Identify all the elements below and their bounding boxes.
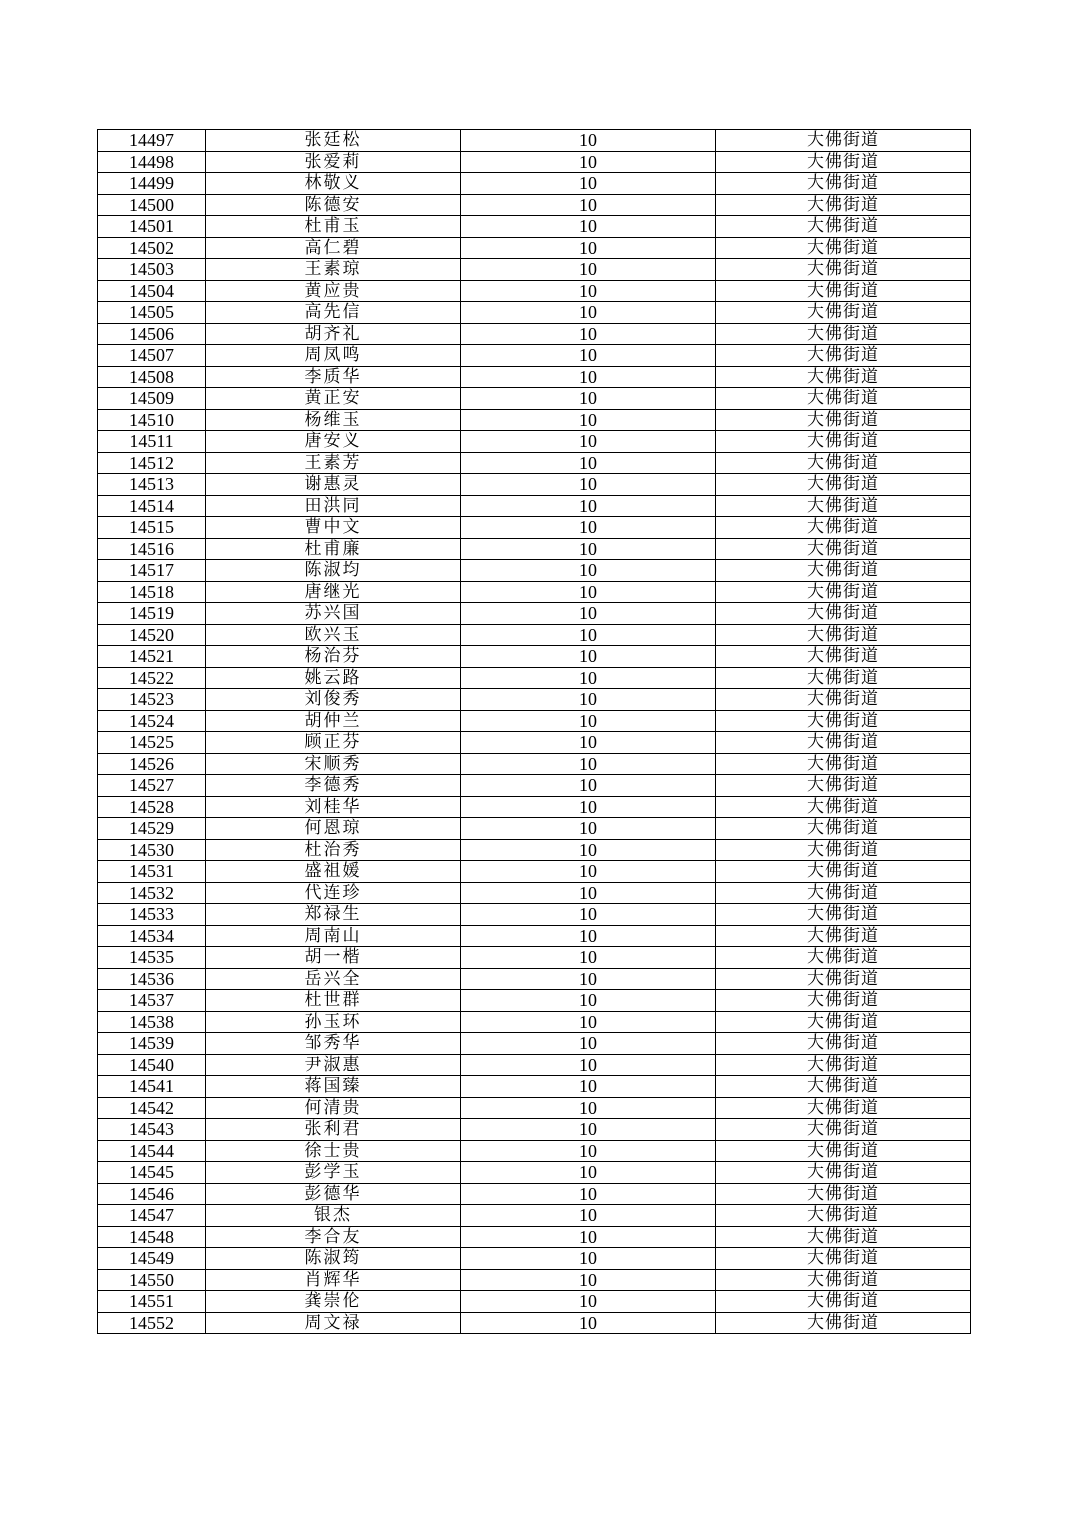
street-cell: 大佛街道 xyxy=(716,689,971,711)
value-cell: 10 xyxy=(461,151,716,173)
name-cell: 胡仲兰 xyxy=(206,710,461,732)
street-cell: 大佛街道 xyxy=(716,302,971,324)
street-cell: 大佛街道 xyxy=(716,732,971,754)
street-cell: 大佛街道 xyxy=(716,990,971,1012)
table-row xyxy=(98,968,971,990)
row-id-cell: 14511 xyxy=(98,431,206,453)
value-cell: 10 xyxy=(461,1011,716,1033)
table-row xyxy=(98,1119,971,1141)
table-row xyxy=(98,259,971,281)
value-cell: 10 xyxy=(461,130,716,152)
street-cell: 大佛街道 xyxy=(716,194,971,216)
name-cell: 张廷松 xyxy=(206,130,461,152)
row-id-cell: 14541 xyxy=(98,1076,206,1098)
street-cell: 大佛街道 xyxy=(716,366,971,388)
table-row xyxy=(98,882,971,904)
row-id-cell: 14552 xyxy=(98,1312,206,1334)
name-cell: 张利君 xyxy=(206,1119,461,1141)
table-row xyxy=(98,581,971,603)
name-cell: 宋顺秀 xyxy=(206,753,461,775)
row-id-cell: 14508 xyxy=(98,366,206,388)
name-cell: 高仁碧 xyxy=(206,237,461,259)
value-cell: 10 xyxy=(461,431,716,453)
street-cell: 大佛街道 xyxy=(716,409,971,431)
row-id-cell: 14523 xyxy=(98,689,206,711)
name-cell: 刘桂华 xyxy=(206,796,461,818)
street-cell: 大佛街道 xyxy=(716,1076,971,1098)
table-row xyxy=(98,452,971,474)
value-cell: 10 xyxy=(461,1140,716,1162)
street-cell: 大佛街道 xyxy=(716,1140,971,1162)
value-cell: 10 xyxy=(461,646,716,668)
row-id-cell: 14499 xyxy=(98,173,206,195)
table-row xyxy=(98,1011,971,1033)
table-row xyxy=(98,560,971,582)
table-row xyxy=(98,517,971,539)
table-row xyxy=(98,474,971,496)
table-row xyxy=(98,1226,971,1248)
street-cell: 大佛街道 xyxy=(716,345,971,367)
street-cell: 大佛街道 xyxy=(716,968,971,990)
table-row xyxy=(98,1140,971,1162)
table-row xyxy=(98,990,971,1012)
name-cell: 刘俊秀 xyxy=(206,689,461,711)
name-cell: 李质华 xyxy=(206,366,461,388)
name-cell: 林敬义 xyxy=(206,173,461,195)
table-row xyxy=(98,1205,971,1227)
table-row xyxy=(98,753,971,775)
street-cell: 大佛街道 xyxy=(716,624,971,646)
street-cell: 大佛街道 xyxy=(716,947,971,969)
row-id-cell: 14539 xyxy=(98,1033,206,1055)
row-id-cell: 14546 xyxy=(98,1183,206,1205)
row-id-cell: 14530 xyxy=(98,839,206,861)
street-cell: 大佛街道 xyxy=(716,452,971,474)
street-cell: 大佛街道 xyxy=(716,818,971,840)
row-id-cell: 14548 xyxy=(98,1226,206,1248)
row-id-cell: 14509 xyxy=(98,388,206,410)
name-cell: 欧兴玉 xyxy=(206,624,461,646)
street-cell: 大佛街道 xyxy=(716,538,971,560)
table-row xyxy=(98,689,971,711)
street-cell: 大佛街道 xyxy=(716,216,971,238)
street-cell: 大佛街道 xyxy=(716,753,971,775)
row-id-cell: 14520 xyxy=(98,624,206,646)
street-cell: 大佛街道 xyxy=(716,130,971,152)
value-cell: 10 xyxy=(461,452,716,474)
street-cell: 大佛街道 xyxy=(716,581,971,603)
row-id-cell: 14531 xyxy=(98,861,206,883)
name-cell: 代连珍 xyxy=(206,882,461,904)
name-cell: 岳兴全 xyxy=(206,968,461,990)
street-cell: 大佛街道 xyxy=(716,431,971,453)
row-id-cell: 14535 xyxy=(98,947,206,969)
row-id-cell: 14545 xyxy=(98,1162,206,1184)
row-id-cell: 14524 xyxy=(98,710,206,732)
name-cell: 杜甫廉 xyxy=(206,538,461,560)
row-id-cell: 14507 xyxy=(98,345,206,367)
value-cell: 10 xyxy=(461,323,716,345)
table-row xyxy=(98,667,971,689)
value-cell: 10 xyxy=(461,861,716,883)
name-cell: 肖辉华 xyxy=(206,1269,461,1291)
table-row xyxy=(98,1269,971,1291)
table-row xyxy=(98,732,971,754)
name-cell: 龚崇伦 xyxy=(206,1291,461,1313)
name-cell: 李德秀 xyxy=(206,775,461,797)
row-id-cell: 14529 xyxy=(98,818,206,840)
street-cell: 大佛街道 xyxy=(716,1011,971,1033)
value-cell: 10 xyxy=(461,796,716,818)
street-cell: 大佛街道 xyxy=(716,882,971,904)
table-row xyxy=(98,173,971,195)
value-cell: 10 xyxy=(461,689,716,711)
table-row xyxy=(98,861,971,883)
value-cell: 10 xyxy=(461,775,716,797)
street-cell: 大佛街道 xyxy=(716,517,971,539)
name-cell: 彭德华 xyxy=(206,1183,461,1205)
value-cell: 10 xyxy=(461,624,716,646)
name-cell: 谢惠灵 xyxy=(206,474,461,496)
street-cell: 大佛街道 xyxy=(716,1226,971,1248)
value-cell: 10 xyxy=(461,1076,716,1098)
name-cell: 何清贵 xyxy=(206,1097,461,1119)
value-cell: 10 xyxy=(461,710,716,732)
street-cell: 大佛街道 xyxy=(716,1033,971,1055)
table-row xyxy=(98,796,971,818)
name-cell: 黄正安 xyxy=(206,388,461,410)
table-row xyxy=(98,538,971,560)
name-cell: 陈淑筠 xyxy=(206,1248,461,1270)
value-cell: 10 xyxy=(461,237,716,259)
street-cell: 大佛街道 xyxy=(716,388,971,410)
street-cell: 大佛街道 xyxy=(716,237,971,259)
table-row xyxy=(98,818,971,840)
street-cell: 大佛街道 xyxy=(716,839,971,861)
row-id-cell: 14522 xyxy=(98,667,206,689)
value-cell: 10 xyxy=(461,495,716,517)
row-id-cell: 14534 xyxy=(98,925,206,947)
name-cell: 顾正芬 xyxy=(206,732,461,754)
name-cell: 李合友 xyxy=(206,1226,461,1248)
value-cell: 10 xyxy=(461,904,716,926)
street-cell: 大佛街道 xyxy=(716,173,971,195)
row-id-cell: 14521 xyxy=(98,646,206,668)
name-cell: 胡齐礼 xyxy=(206,323,461,345)
row-id-cell: 14500 xyxy=(98,194,206,216)
value-cell: 10 xyxy=(461,409,716,431)
name-cell: 郑禄生 xyxy=(206,904,461,926)
table-row xyxy=(98,646,971,668)
name-cell: 彭学玉 xyxy=(206,1162,461,1184)
name-cell: 王素琼 xyxy=(206,259,461,281)
street-cell: 大佛街道 xyxy=(716,603,971,625)
value-cell: 10 xyxy=(461,990,716,1012)
row-id-cell: 14533 xyxy=(98,904,206,926)
street-cell: 大佛街道 xyxy=(716,925,971,947)
name-cell: 蒋国臻 xyxy=(206,1076,461,1098)
row-id-cell: 14536 xyxy=(98,968,206,990)
name-cell: 唐安义 xyxy=(206,431,461,453)
value-cell: 10 xyxy=(461,259,716,281)
value-cell: 10 xyxy=(461,1119,716,1141)
name-cell: 姚云路 xyxy=(206,667,461,689)
table-row xyxy=(98,710,971,732)
value-cell: 10 xyxy=(461,667,716,689)
street-cell: 大佛街道 xyxy=(716,323,971,345)
table-row xyxy=(98,431,971,453)
name-cell: 黄应贵 xyxy=(206,280,461,302)
table-row xyxy=(98,1076,971,1098)
value-cell: 10 xyxy=(461,345,716,367)
row-id-cell: 14551 xyxy=(98,1291,206,1313)
row-id-cell: 14516 xyxy=(98,538,206,560)
table-row xyxy=(98,216,971,238)
table-row xyxy=(98,1183,971,1205)
value-cell: 10 xyxy=(461,581,716,603)
row-id-cell: 14538 xyxy=(98,1011,206,1033)
row-id-cell: 14519 xyxy=(98,603,206,625)
table-row xyxy=(98,194,971,216)
name-cell: 周南山 xyxy=(206,925,461,947)
name-cell: 杨维玉 xyxy=(206,409,461,431)
name-cell: 王素芳 xyxy=(206,452,461,474)
row-id-cell: 14506 xyxy=(98,323,206,345)
value-cell: 10 xyxy=(461,1033,716,1055)
street-cell: 大佛街道 xyxy=(716,1183,971,1205)
name-cell: 陈淑均 xyxy=(206,560,461,582)
value-cell: 10 xyxy=(461,818,716,840)
table-row xyxy=(98,925,971,947)
row-id-cell: 14543 xyxy=(98,1119,206,1141)
table-row xyxy=(98,624,971,646)
row-id-cell: 14505 xyxy=(98,302,206,324)
table-row xyxy=(98,345,971,367)
street-cell: 大佛街道 xyxy=(716,1119,971,1141)
value-cell: 10 xyxy=(461,194,716,216)
name-cell: 杜治秀 xyxy=(206,839,461,861)
table-row xyxy=(98,302,971,324)
value-cell: 10 xyxy=(461,1205,716,1227)
street-cell: 大佛街道 xyxy=(716,1291,971,1313)
street-cell: 大佛街道 xyxy=(716,259,971,281)
street-cell: 大佛街道 xyxy=(716,904,971,926)
table-row xyxy=(98,495,971,517)
name-cell: 邹秀华 xyxy=(206,1033,461,1055)
street-cell: 大佛街道 xyxy=(716,775,971,797)
row-id-cell: 14537 xyxy=(98,990,206,1012)
street-cell: 大佛街道 xyxy=(716,151,971,173)
row-id-cell: 14532 xyxy=(98,882,206,904)
name-cell: 银杰 xyxy=(206,1205,461,1227)
value-cell: 10 xyxy=(461,1162,716,1184)
street-cell: 大佛街道 xyxy=(716,1162,971,1184)
value-cell: 10 xyxy=(461,1226,716,1248)
data-table xyxy=(97,129,971,1334)
value-cell: 10 xyxy=(461,882,716,904)
value-cell: 10 xyxy=(461,753,716,775)
name-cell: 高先信 xyxy=(206,302,461,324)
value-cell: 10 xyxy=(461,538,716,560)
name-cell: 胡一楷 xyxy=(206,947,461,969)
table-body xyxy=(98,130,971,1334)
value-cell: 10 xyxy=(461,560,716,582)
street-cell: 大佛街道 xyxy=(716,646,971,668)
value-cell: 10 xyxy=(461,1054,716,1076)
table-row xyxy=(98,1291,971,1313)
value-cell: 10 xyxy=(461,216,716,238)
street-cell: 大佛街道 xyxy=(716,1248,971,1270)
street-cell: 大佛街道 xyxy=(716,1269,971,1291)
row-id-cell: 14498 xyxy=(98,151,206,173)
table-row xyxy=(98,130,971,152)
row-id-cell: 14497 xyxy=(98,130,206,152)
value-cell: 10 xyxy=(461,947,716,969)
table-row xyxy=(98,1162,971,1184)
street-cell: 大佛街道 xyxy=(716,495,971,517)
name-cell: 何恩琼 xyxy=(206,818,461,840)
table-row xyxy=(98,603,971,625)
street-cell: 大佛街道 xyxy=(716,861,971,883)
street-cell: 大佛街道 xyxy=(716,1205,971,1227)
row-id-cell: 14526 xyxy=(98,753,206,775)
value-cell: 10 xyxy=(461,1269,716,1291)
name-cell: 杨治芬 xyxy=(206,646,461,668)
row-id-cell: 14502 xyxy=(98,237,206,259)
table-row xyxy=(98,1312,971,1334)
table-row xyxy=(98,323,971,345)
value-cell: 10 xyxy=(461,280,716,302)
value-cell: 10 xyxy=(461,1312,716,1334)
table-row xyxy=(98,1054,971,1076)
name-cell: 盛祖媛 xyxy=(206,861,461,883)
value-cell: 10 xyxy=(461,1248,716,1270)
street-cell: 大佛街道 xyxy=(716,1054,971,1076)
row-id-cell: 14528 xyxy=(98,796,206,818)
name-cell: 尹淑惠 xyxy=(206,1054,461,1076)
name-cell: 杜甫玉 xyxy=(206,216,461,238)
row-id-cell: 14513 xyxy=(98,474,206,496)
row-id-cell: 14527 xyxy=(98,775,206,797)
name-cell: 苏兴国 xyxy=(206,603,461,625)
street-cell: 大佛街道 xyxy=(716,1312,971,1334)
row-id-cell: 14515 xyxy=(98,517,206,539)
row-id-cell: 14544 xyxy=(98,1140,206,1162)
street-cell: 大佛街道 xyxy=(716,667,971,689)
row-id-cell: 14510 xyxy=(98,409,206,431)
table-row xyxy=(98,904,971,926)
table-row xyxy=(98,237,971,259)
street-cell: 大佛街道 xyxy=(716,710,971,732)
value-cell: 10 xyxy=(461,1291,716,1313)
table-row xyxy=(98,775,971,797)
table-row xyxy=(98,409,971,431)
row-id-cell: 14525 xyxy=(98,732,206,754)
value-cell: 10 xyxy=(461,732,716,754)
row-id-cell: 14517 xyxy=(98,560,206,582)
value-cell: 10 xyxy=(461,302,716,324)
name-cell: 田洪同 xyxy=(206,495,461,517)
value-cell: 10 xyxy=(461,517,716,539)
table-row xyxy=(98,280,971,302)
row-id-cell: 14512 xyxy=(98,452,206,474)
table-row xyxy=(98,366,971,388)
row-id-cell: 14518 xyxy=(98,581,206,603)
row-id-cell: 14547 xyxy=(98,1205,206,1227)
row-id-cell: 14501 xyxy=(98,216,206,238)
street-cell: 大佛街道 xyxy=(716,796,971,818)
value-cell: 10 xyxy=(461,1097,716,1119)
name-cell: 徐士贵 xyxy=(206,1140,461,1162)
name-cell: 唐继光 xyxy=(206,581,461,603)
value-cell: 10 xyxy=(461,173,716,195)
row-id-cell: 14549 xyxy=(98,1248,206,1270)
name-cell: 张爱莉 xyxy=(206,151,461,173)
table-row xyxy=(98,388,971,410)
value-cell: 10 xyxy=(461,366,716,388)
value-cell: 10 xyxy=(461,925,716,947)
table-row xyxy=(98,1248,971,1270)
name-cell: 杜世群 xyxy=(206,990,461,1012)
value-cell: 10 xyxy=(461,388,716,410)
table-row xyxy=(98,151,971,173)
name-cell: 陈德安 xyxy=(206,194,461,216)
table-row xyxy=(98,839,971,861)
value-cell: 10 xyxy=(461,474,716,496)
row-id-cell: 14542 xyxy=(98,1097,206,1119)
name-cell: 周文禄 xyxy=(206,1312,461,1334)
row-id-cell: 14540 xyxy=(98,1054,206,1076)
street-cell: 大佛街道 xyxy=(716,560,971,582)
row-id-cell: 14550 xyxy=(98,1269,206,1291)
table-row xyxy=(98,947,971,969)
row-id-cell: 14503 xyxy=(98,259,206,281)
value-cell: 10 xyxy=(461,603,716,625)
value-cell: 10 xyxy=(461,1183,716,1205)
value-cell: 10 xyxy=(461,968,716,990)
value-cell: 10 xyxy=(461,839,716,861)
table-row xyxy=(98,1033,971,1055)
row-id-cell: 14504 xyxy=(98,280,206,302)
table-row xyxy=(98,1097,971,1119)
name-cell: 周凤鸣 xyxy=(206,345,461,367)
street-cell: 大佛街道 xyxy=(716,280,971,302)
street-cell: 大佛街道 xyxy=(716,474,971,496)
row-id-cell: 14514 xyxy=(98,495,206,517)
name-cell: 孙玉环 xyxy=(206,1011,461,1033)
name-cell: 曹中文 xyxy=(206,517,461,539)
street-cell: 大佛街道 xyxy=(716,1097,971,1119)
